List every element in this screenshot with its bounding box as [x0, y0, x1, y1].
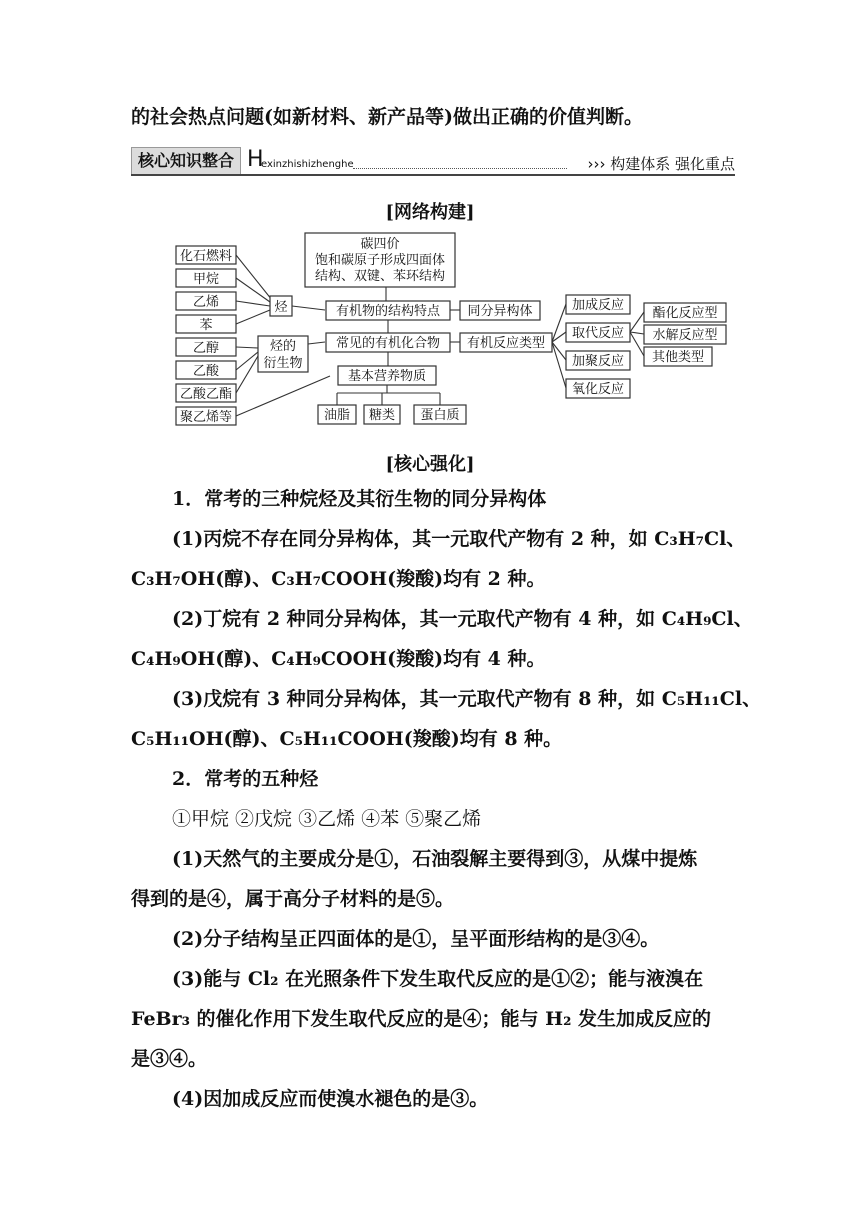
- intro-tail: 的社会热点问题(如新材料、新产品等)做出正确的价值判断。: [131, 106, 643, 128]
- network-heading: [网络构建]: [385, 202, 475, 223]
- banner-dotted-rule: [353, 168, 567, 169]
- common-compounds-node: 常见的有机化合物: [335, 336, 441, 351]
- section1-item2: (2)丁烷有 2 种同分异构体，其一元取代产物有 4 种，如 C₄H₉Cl、: [172, 608, 753, 630]
- section2-item4: (4)因加成反应而使溴水褪色的是③。: [172, 1088, 489, 1110]
- sub-esterification: 酯化反应型: [652, 306, 718, 321]
- derivative-line2: 衍生物: [263, 356, 303, 371]
- section2-list: ①甲烷 ②戊烷 ③乙烯 ④苯 ⑤聚乙烯: [172, 808, 482, 830]
- section2-item3-cont: FeBr₃ 的催化作用下发生取代反应的是④；能与 H₂ 发生加成反应的: [131, 1008, 712, 1030]
- banner-underline: [131, 174, 735, 176]
- left-box-acetic-acid: 乙酸: [192, 364, 220, 379]
- reaction-oxidation: 氧化反应: [571, 382, 625, 397]
- banner-pinyin: exinzhishizhenghe: [261, 159, 354, 170]
- section2-item1: (1)天然气的主要成分是①，石油裂解主要得到③，从煤中提炼: [172, 848, 698, 870]
- section1-item3-cont: C₅H₁₁OH(醇)、C₅H₁₁COOH(羧酸)均有 8 种。: [131, 728, 563, 750]
- nutrient-protein: 蛋白质: [420, 408, 460, 423]
- reaction-addition-polymerization: 加聚反应: [571, 354, 625, 369]
- banner-right-text: ››› 构建体系 强化重点: [587, 155, 735, 173]
- left-box-ethanol: 乙醇: [192, 341, 220, 356]
- left-box-benzene: 苯: [199, 318, 213, 333]
- top-line3: 结构、双键、苯环结构: [314, 269, 446, 284]
- section1-item2-cont: C₄H₉OH(醇)、C₄H₉COOH(羧酸)均有 4 种。: [131, 648, 546, 670]
- reaction-types-node: 有机反应类型: [466, 336, 546, 351]
- banner-title: 核心知识整合: [131, 147, 241, 175]
- left-box-ethyl-acetate: 乙酸乙酯: [179, 387, 233, 402]
- section2-item3: (3)能与 Cl₂ 在光照条件下发生取代反应的是①②；能与液溴在: [172, 968, 704, 990]
- nutrient-fat: 油脂: [323, 408, 351, 423]
- sub-hydrolysis: 水解反应型: [652, 328, 718, 343]
- left-column: [176, 246, 236, 425]
- nutrient-sugar: 糖类: [368, 408, 396, 423]
- isomer-node: 同分异构体: [467, 304, 533, 319]
- nutrients-node: 基本营养物质: [347, 369, 427, 384]
- hydrocarbon-node: 烃: [274, 300, 288, 315]
- knowledge-network-diagram: [0, 228, 860, 428]
- section2-item2: (2)分子结构呈正四面体的是①，呈平面形结构的是③④。: [172, 928, 660, 950]
- section-banner: [131, 147, 735, 175]
- reaction-substitution: 取代反应: [571, 326, 625, 341]
- left-box-methane: 甲烷: [192, 272, 220, 287]
- section2-item3-cont2: 是③④。: [131, 1048, 208, 1070]
- left-box-ethylene: 乙烯: [192, 295, 220, 310]
- top-line2: 饱和碳原子形成四面体: [314, 253, 446, 268]
- section1-item3: (3)戊烷有 3 种同分异构体，其一元取代产物有 8 种，如 C₅H₁₁Cl、: [172, 688, 762, 710]
- section1-item1-cont: C₃H₇OH(醇)、C₃H₇COOH(羧酸)均有 2 种。: [131, 568, 546, 590]
- structure-node: 有机物的结构特点: [335, 304, 441, 319]
- section2-title: 2．常考的五种烃: [172, 768, 319, 790]
- section1-item1: (1)丙烷不存在同分异构体，其一元取代产物有 2 种，如 C₃H₇Cl、: [172, 528, 746, 550]
- sub-other: 其他类型: [651, 350, 705, 365]
- derivative-line1: 烃的: [269, 339, 297, 354]
- section2-item1-cont: 得到的是④，属于高分子材料的是⑤。: [131, 888, 455, 910]
- section1-title: 1．常考的三种烷烃及其衍生物的同分异构体: [172, 488, 547, 510]
- core-heading: [核心强化]: [385, 454, 475, 475]
- left-box-polyethylene: 聚乙烯等: [179, 410, 233, 425]
- left-box-fossil: 化石燃料: [179, 249, 233, 264]
- reaction-addition: 加成反应: [571, 298, 625, 313]
- banner-letter: H: [247, 147, 264, 172]
- top-line1: 碳四价: [360, 237, 400, 252]
